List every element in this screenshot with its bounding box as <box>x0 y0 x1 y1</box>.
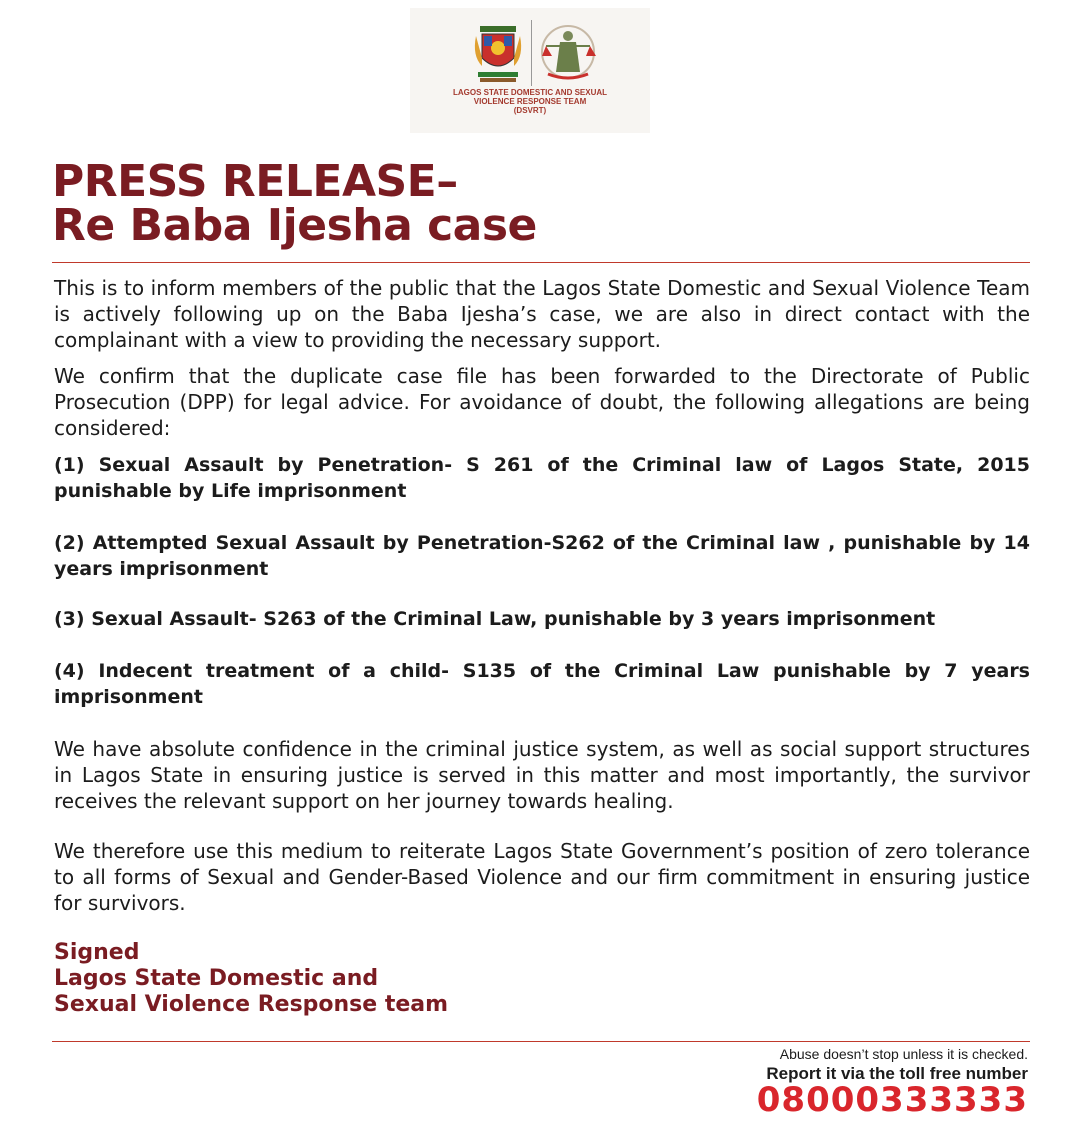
signed-label: Signed <box>54 940 140 965</box>
logo-line-3: (DSVRT) <box>513 106 547 115</box>
signatory-line-1: Lagos State Domestic and <box>54 966 379 991</box>
toll-free-number: 08000333333 <box>756 1080 1028 1120</box>
allegation-item: (3) Sexual Assault- S263 of the Criminal Law, punishable by 3 years imprisonment <box>54 608 936 630</box>
top-divider <box>52 262 1030 263</box>
allegation-item: (2) Attempted Sexual Assault by Penetration-S262 of the Criminal law , punishable by 14 years imprisonment <box>54 532 1030 580</box>
title-line-2: Re Baba Ijesha case <box>52 200 537 251</box>
signature-block <box>54 940 754 1018</box>
logo-line-1: LAGOS STATE DOMESTIC AND SEXUAL <box>452 88 608 97</box>
logo-line-2: VIOLENCE RESPONSE TEAM <box>473 97 587 106</box>
title-line-1: PRESS RELEASE– <box>52 156 458 207</box>
allegation-item: (1) Sexual Assault by Penetration- S 261 of the Criminal law of Lagos State, 2015 punishable by Life imprisonment <box>54 454 1030 502</box>
footer-tagline: Abuse doesn’t stop unless it is checked. <box>779 1046 1028 1062</box>
confirm-paragraph: We confirm that the duplicate case file has been forwarded to the Directorate of Public Prosecution (DPP) for legal advice. For avoidance of doubt, the following allegations are being considered: <box>54 364 1030 440</box>
signatory-line-2: Sexual Violence Response team <box>54 992 449 1017</box>
bottom-divider <box>52 1041 1030 1042</box>
intro-paragraph: This is to inform members of the public that the Lagos State Domestic and Sexual Violence Team is actively following up on the Baba Ijesha’s case, we are also in direct contact with the complainant with a view to providing the necessary support. <box>54 276 1030 352</box>
reiterate-paragraph: We therefore use this medium to reiterate Lagos State Government’s position of zero tolerance to all forms of Sexual and Gender-Based Violence and our firm commitment in ensuring justice for survivors. <box>54 839 1030 915</box>
confidence-paragraph: We have absolute confidence in the criminal justice system, as well as social support structures in Lagos State in ensuring justice is served in this matter and most importantly, the survivor receives the relevant support on her journey towards healing. <box>54 737 1030 813</box>
logo-wordmark <box>410 88 650 115</box>
footer-cta: Report it via the toll free number <box>766 1064 1028 1083</box>
page-title <box>52 156 812 251</box>
dsvrt-logo <box>410 8 650 133</box>
allegation-item: (4) Indecent treatment of a child- S135 of the Criminal Law punishable by 7 years imprisonment <box>54 660 1030 708</box>
lagos-state-coat-of-arms-icon <box>468 16 598 91</box>
